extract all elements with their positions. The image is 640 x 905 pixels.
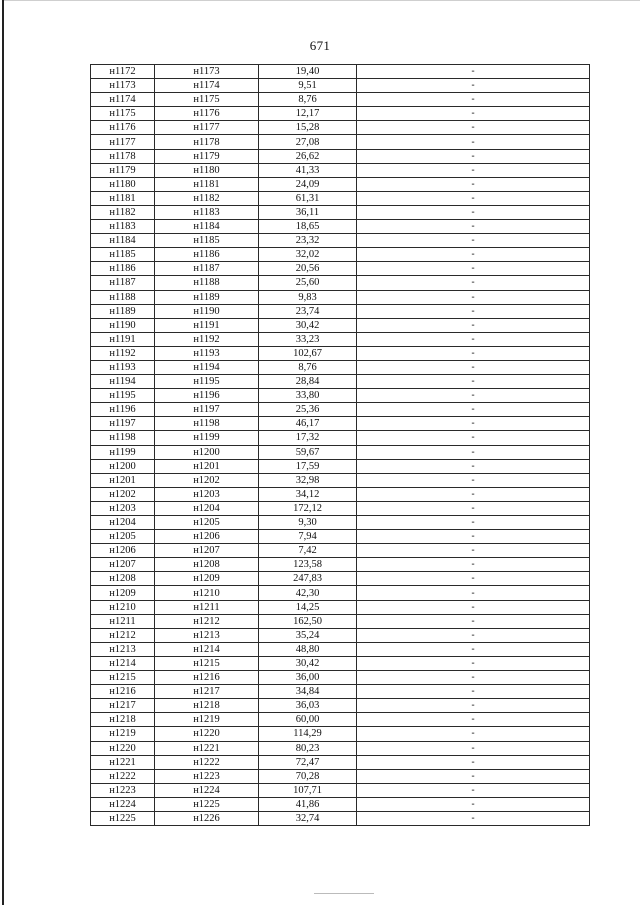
distance-cell: 19,40 (259, 65, 357, 79)
note-cell: - (357, 276, 590, 290)
distance-cell: 9,83 (259, 290, 357, 304)
point-to-cell: н1225 (155, 797, 259, 811)
point-from-cell: н1175 (91, 107, 155, 121)
distance-cell: 20,56 (259, 262, 357, 276)
distance-cell: 12,17 (259, 107, 357, 121)
table-row (91, 516, 590, 530)
table-row (91, 671, 590, 685)
table-row (91, 191, 590, 205)
distance-cell: 36,11 (259, 205, 357, 219)
distance-cell: 8,76 (259, 360, 357, 374)
point-from-cell: н1221 (91, 755, 155, 769)
table-row (91, 135, 590, 149)
table-row (91, 346, 590, 360)
point-from-cell: н1178 (91, 149, 155, 163)
point-to-cell: н1223 (155, 769, 259, 783)
table-row (91, 177, 590, 191)
point-from-cell: н1224 (91, 797, 155, 811)
point-from-cell: н1204 (91, 516, 155, 530)
distance-cell: 60,00 (259, 713, 357, 727)
note-cell: - (357, 586, 590, 600)
distance-cell: 70,28 (259, 769, 357, 783)
point-from-cell: н1197 (91, 417, 155, 431)
point-from-cell: н1214 (91, 656, 155, 670)
point-to-cell: н1183 (155, 205, 259, 219)
point-to-cell: н1219 (155, 713, 259, 727)
distance-cell: 172,12 (259, 501, 357, 515)
table-row (91, 93, 590, 107)
point-to-cell: н1197 (155, 403, 259, 417)
note-cell: - (357, 417, 590, 431)
point-to-cell: н1212 (155, 614, 259, 628)
distance-cell: 41,33 (259, 163, 357, 177)
note-cell: - (357, 572, 590, 586)
point-to-cell: н1203 (155, 487, 259, 501)
distance-cell: 25,36 (259, 403, 357, 417)
point-from-cell: н1188 (91, 290, 155, 304)
distance-cell: 32,02 (259, 248, 357, 262)
note-cell: - (357, 318, 590, 332)
point-from-cell: н1176 (91, 121, 155, 135)
note-cell: - (357, 93, 590, 107)
distance-cell: 33,23 (259, 332, 357, 346)
page-left-border (2, 0, 4, 905)
note-cell: - (357, 177, 590, 191)
note-cell: - (357, 445, 590, 459)
note-cell: - (357, 163, 590, 177)
point-to-cell: н1193 (155, 346, 259, 360)
note-cell: - (357, 459, 590, 473)
table-row (91, 586, 590, 600)
table-row (91, 501, 590, 515)
table-row (91, 248, 590, 262)
distance-cell: 102,67 (259, 346, 357, 360)
point-to-cell: н1200 (155, 445, 259, 459)
note-cell: - (357, 65, 590, 79)
note-cell: - (357, 671, 590, 685)
point-from-cell: н1202 (91, 487, 155, 501)
point-from-cell: н1172 (91, 65, 155, 79)
page-top-edge (2, 0, 640, 1)
note-cell: - (357, 262, 590, 276)
note-cell: - (357, 304, 590, 318)
note-cell: - (357, 290, 590, 304)
table-row (91, 205, 590, 219)
point-from-cell: н1210 (91, 600, 155, 614)
point-from-cell: н1208 (91, 572, 155, 586)
point-to-cell: н1215 (155, 656, 259, 670)
note-cell: - (357, 699, 590, 713)
distance-cell: 9,51 (259, 79, 357, 93)
note-cell: - (357, 656, 590, 670)
point-to-cell: н1185 (155, 234, 259, 248)
point-from-cell: н1206 (91, 544, 155, 558)
point-to-cell: н1217 (155, 685, 259, 699)
note-cell: - (357, 360, 590, 374)
distance-cell: 34,84 (259, 685, 357, 699)
point-to-cell: н1221 (155, 741, 259, 755)
table-row (91, 755, 590, 769)
note-cell: - (357, 516, 590, 530)
point-to-cell: н1192 (155, 332, 259, 346)
point-to-cell: н1202 (155, 473, 259, 487)
point-to-cell: н1208 (155, 558, 259, 572)
point-to-cell: н1220 (155, 727, 259, 741)
table-row (91, 163, 590, 177)
note-cell: - (357, 107, 590, 121)
point-from-cell: н1207 (91, 558, 155, 572)
table-body (91, 65, 590, 826)
distance-cell: 42,30 (259, 586, 357, 600)
table-row (91, 290, 590, 304)
note-cell: - (357, 811, 590, 825)
distance-cell: 33,80 (259, 389, 357, 403)
note-cell: - (357, 135, 590, 149)
distance-cell: 36,00 (259, 671, 357, 685)
table-row (91, 417, 590, 431)
point-from-cell: н1222 (91, 769, 155, 783)
point-to-cell: н1210 (155, 586, 259, 600)
table-row (91, 107, 590, 121)
distance-cell: 17,32 (259, 431, 357, 445)
table-row (91, 699, 590, 713)
point-from-cell: н1182 (91, 205, 155, 219)
distance-cell: 107,71 (259, 783, 357, 797)
point-from-cell: н1219 (91, 727, 155, 741)
table-row (91, 783, 590, 797)
note-cell: - (357, 558, 590, 572)
table-row (91, 332, 590, 346)
point-to-cell: н1182 (155, 191, 259, 205)
point-to-cell: н1213 (155, 628, 259, 642)
point-from-cell: н1203 (91, 501, 155, 515)
note-cell: - (357, 248, 590, 262)
distance-cell: 9,30 (259, 516, 357, 530)
table-row (91, 656, 590, 670)
table-row (91, 572, 590, 586)
table-row (91, 741, 590, 755)
point-from-cell: н1187 (91, 276, 155, 290)
note-cell: - (357, 741, 590, 755)
distance-cell: 48,80 (259, 642, 357, 656)
point-from-cell: н1212 (91, 628, 155, 642)
distance-cell: 26,62 (259, 149, 357, 163)
table-row (91, 713, 590, 727)
point-from-cell: н1180 (91, 177, 155, 191)
note-cell: - (357, 600, 590, 614)
point-to-cell: н1188 (155, 276, 259, 290)
point-to-cell: н1179 (155, 149, 259, 163)
table-row (91, 121, 590, 135)
note-cell: - (357, 389, 590, 403)
note-cell: - (357, 727, 590, 741)
point-to-cell: н1205 (155, 516, 259, 530)
table-row (91, 727, 590, 741)
point-to-cell: н1194 (155, 360, 259, 374)
point-from-cell: н1213 (91, 642, 155, 656)
distance-cell: 36,03 (259, 699, 357, 713)
note-cell: - (357, 628, 590, 642)
point-to-cell: н1222 (155, 755, 259, 769)
distance-cell: 72,47 (259, 755, 357, 769)
distance-cell: 32,74 (259, 811, 357, 825)
note-cell: - (357, 685, 590, 699)
distance-cell: 17,59 (259, 459, 357, 473)
table-row (91, 304, 590, 318)
point-from-cell: н1186 (91, 262, 155, 276)
distance-cell: 247,83 (259, 572, 357, 586)
point-to-cell: н1180 (155, 163, 259, 177)
note-cell: - (357, 149, 590, 163)
point-to-cell: н1207 (155, 544, 259, 558)
table-row (91, 530, 590, 544)
table-row (91, 375, 590, 389)
note-cell: - (357, 530, 590, 544)
point-from-cell: н1193 (91, 360, 155, 374)
table-row (91, 149, 590, 163)
point-to-cell: н1224 (155, 783, 259, 797)
distance-cell: 25,60 (259, 276, 357, 290)
distance-cell: 23,32 (259, 234, 357, 248)
point-from-cell: н1211 (91, 614, 155, 628)
point-from-cell: н1184 (91, 234, 155, 248)
note-cell: - (357, 375, 590, 389)
distance-cell: 28,84 (259, 375, 357, 389)
point-to-cell: н1204 (155, 501, 259, 515)
point-from-cell: н1190 (91, 318, 155, 332)
point-to-cell: н1178 (155, 135, 259, 149)
table-row (91, 389, 590, 403)
distance-cell: 23,74 (259, 304, 357, 318)
point-to-cell: н1177 (155, 121, 259, 135)
point-to-cell: н1226 (155, 811, 259, 825)
point-from-cell: н1191 (91, 332, 155, 346)
distance-cell: 7,94 (259, 530, 357, 544)
point-from-cell: н1177 (91, 135, 155, 149)
distance-cell: 162,50 (259, 614, 357, 628)
distance-cell: 24,09 (259, 177, 357, 191)
table-row (91, 234, 590, 248)
table-row (91, 473, 590, 487)
point-to-cell: н1181 (155, 177, 259, 191)
point-from-cell: н1205 (91, 530, 155, 544)
point-from-cell: н1198 (91, 431, 155, 445)
note-cell: - (357, 614, 590, 628)
point-to-cell: н1175 (155, 93, 259, 107)
distance-cell: 46,17 (259, 417, 357, 431)
note-cell: - (357, 501, 590, 515)
note-cell: - (357, 220, 590, 234)
note-cell: - (357, 431, 590, 445)
distance-cell: 18,65 (259, 220, 357, 234)
table-row (91, 445, 590, 459)
point-to-cell: н1189 (155, 290, 259, 304)
point-to-cell: н1209 (155, 572, 259, 586)
distance-cell: 123,58 (259, 558, 357, 572)
point-from-cell: н1195 (91, 389, 155, 403)
note-cell: - (357, 205, 590, 219)
note-cell: - (357, 79, 590, 93)
distance-cell: 34,12 (259, 487, 357, 501)
distance-cell: 61,31 (259, 191, 357, 205)
point-to-cell: н1174 (155, 79, 259, 93)
table-row (91, 79, 590, 93)
table-row (91, 276, 590, 290)
note-cell: - (357, 121, 590, 135)
point-to-cell: н1211 (155, 600, 259, 614)
point-from-cell: н1225 (91, 811, 155, 825)
table-row (91, 360, 590, 374)
point-from-cell: н1220 (91, 741, 155, 755)
note-cell: - (357, 783, 590, 797)
note-cell: - (357, 332, 590, 346)
note-cell: - (357, 642, 590, 656)
point-from-cell: н1196 (91, 403, 155, 417)
point-from-cell: н1216 (91, 685, 155, 699)
table-row (91, 459, 590, 473)
point-to-cell: н1184 (155, 220, 259, 234)
distance-cell: 59,67 (259, 445, 357, 459)
point-from-cell: н1217 (91, 699, 155, 713)
point-to-cell: н1198 (155, 417, 259, 431)
point-from-cell: н1215 (91, 671, 155, 685)
point-to-cell: н1214 (155, 642, 259, 656)
distance-cell: 30,42 (259, 318, 357, 332)
point-to-cell: н1218 (155, 699, 259, 713)
table-row (91, 403, 590, 417)
distance-cell: 32,98 (259, 473, 357, 487)
point-from-cell: н1201 (91, 473, 155, 487)
point-from-cell: н1200 (91, 459, 155, 473)
point-to-cell: н1201 (155, 459, 259, 473)
table-row (91, 431, 590, 445)
distance-cell: 14,25 (259, 600, 357, 614)
table-row (91, 262, 590, 276)
point-from-cell: н1192 (91, 346, 155, 360)
note-cell: - (357, 713, 590, 727)
note-cell: - (357, 544, 590, 558)
table-row (91, 769, 590, 783)
boundary-points-table (90, 64, 590, 826)
table-row (91, 642, 590, 656)
point-from-cell: н1174 (91, 93, 155, 107)
note-cell: - (357, 191, 590, 205)
point-to-cell: н1199 (155, 431, 259, 445)
table-row (91, 797, 590, 811)
table-row (91, 65, 590, 79)
table-row (91, 487, 590, 501)
note-cell: - (357, 234, 590, 248)
distance-cell: 7,42 (259, 544, 357, 558)
point-to-cell: н1206 (155, 530, 259, 544)
page-number: 671 (309, 38, 331, 53)
distance-cell: 15,28 (259, 121, 357, 135)
note-cell: - (357, 473, 590, 487)
point-from-cell: н1218 (91, 713, 155, 727)
point-to-cell: н1176 (155, 107, 259, 121)
point-to-cell: н1195 (155, 375, 259, 389)
distance-cell: 114,29 (259, 727, 357, 741)
point-from-cell: н1199 (91, 445, 155, 459)
note-cell: - (357, 769, 590, 783)
point-to-cell: н1173 (155, 65, 259, 79)
point-to-cell: н1190 (155, 304, 259, 318)
note-cell: - (357, 487, 590, 501)
point-from-cell: н1183 (91, 220, 155, 234)
note-cell: - (357, 346, 590, 360)
scan-mark (314, 893, 374, 894)
table-row (91, 628, 590, 642)
distance-cell: 80,23 (259, 741, 357, 755)
point-from-cell: н1185 (91, 248, 155, 262)
table-row (91, 811, 590, 825)
distance-cell: 27,08 (259, 135, 357, 149)
distance-cell: 8,76 (259, 93, 357, 107)
note-cell: - (357, 403, 590, 417)
point-to-cell: н1187 (155, 262, 259, 276)
distance-cell: 35,24 (259, 628, 357, 642)
point-to-cell: н1216 (155, 671, 259, 685)
point-to-cell: н1186 (155, 248, 259, 262)
table-row (91, 318, 590, 332)
point-from-cell: н1194 (91, 375, 155, 389)
table-row (91, 614, 590, 628)
note-cell: - (357, 755, 590, 769)
table-row (91, 600, 590, 614)
distance-cell: 41,86 (259, 797, 357, 811)
table-row (91, 558, 590, 572)
distance-cell: 30,42 (259, 656, 357, 670)
point-to-cell: н1191 (155, 318, 259, 332)
point-from-cell: н1179 (91, 163, 155, 177)
point-from-cell: н1173 (91, 79, 155, 93)
table-row (91, 544, 590, 558)
point-from-cell: н1209 (91, 586, 155, 600)
point-from-cell: н1189 (91, 304, 155, 318)
point-from-cell: н1181 (91, 191, 155, 205)
table-row (91, 685, 590, 699)
note-cell: - (357, 797, 590, 811)
table-row (91, 220, 590, 234)
point-to-cell: н1196 (155, 389, 259, 403)
point-from-cell: н1223 (91, 783, 155, 797)
